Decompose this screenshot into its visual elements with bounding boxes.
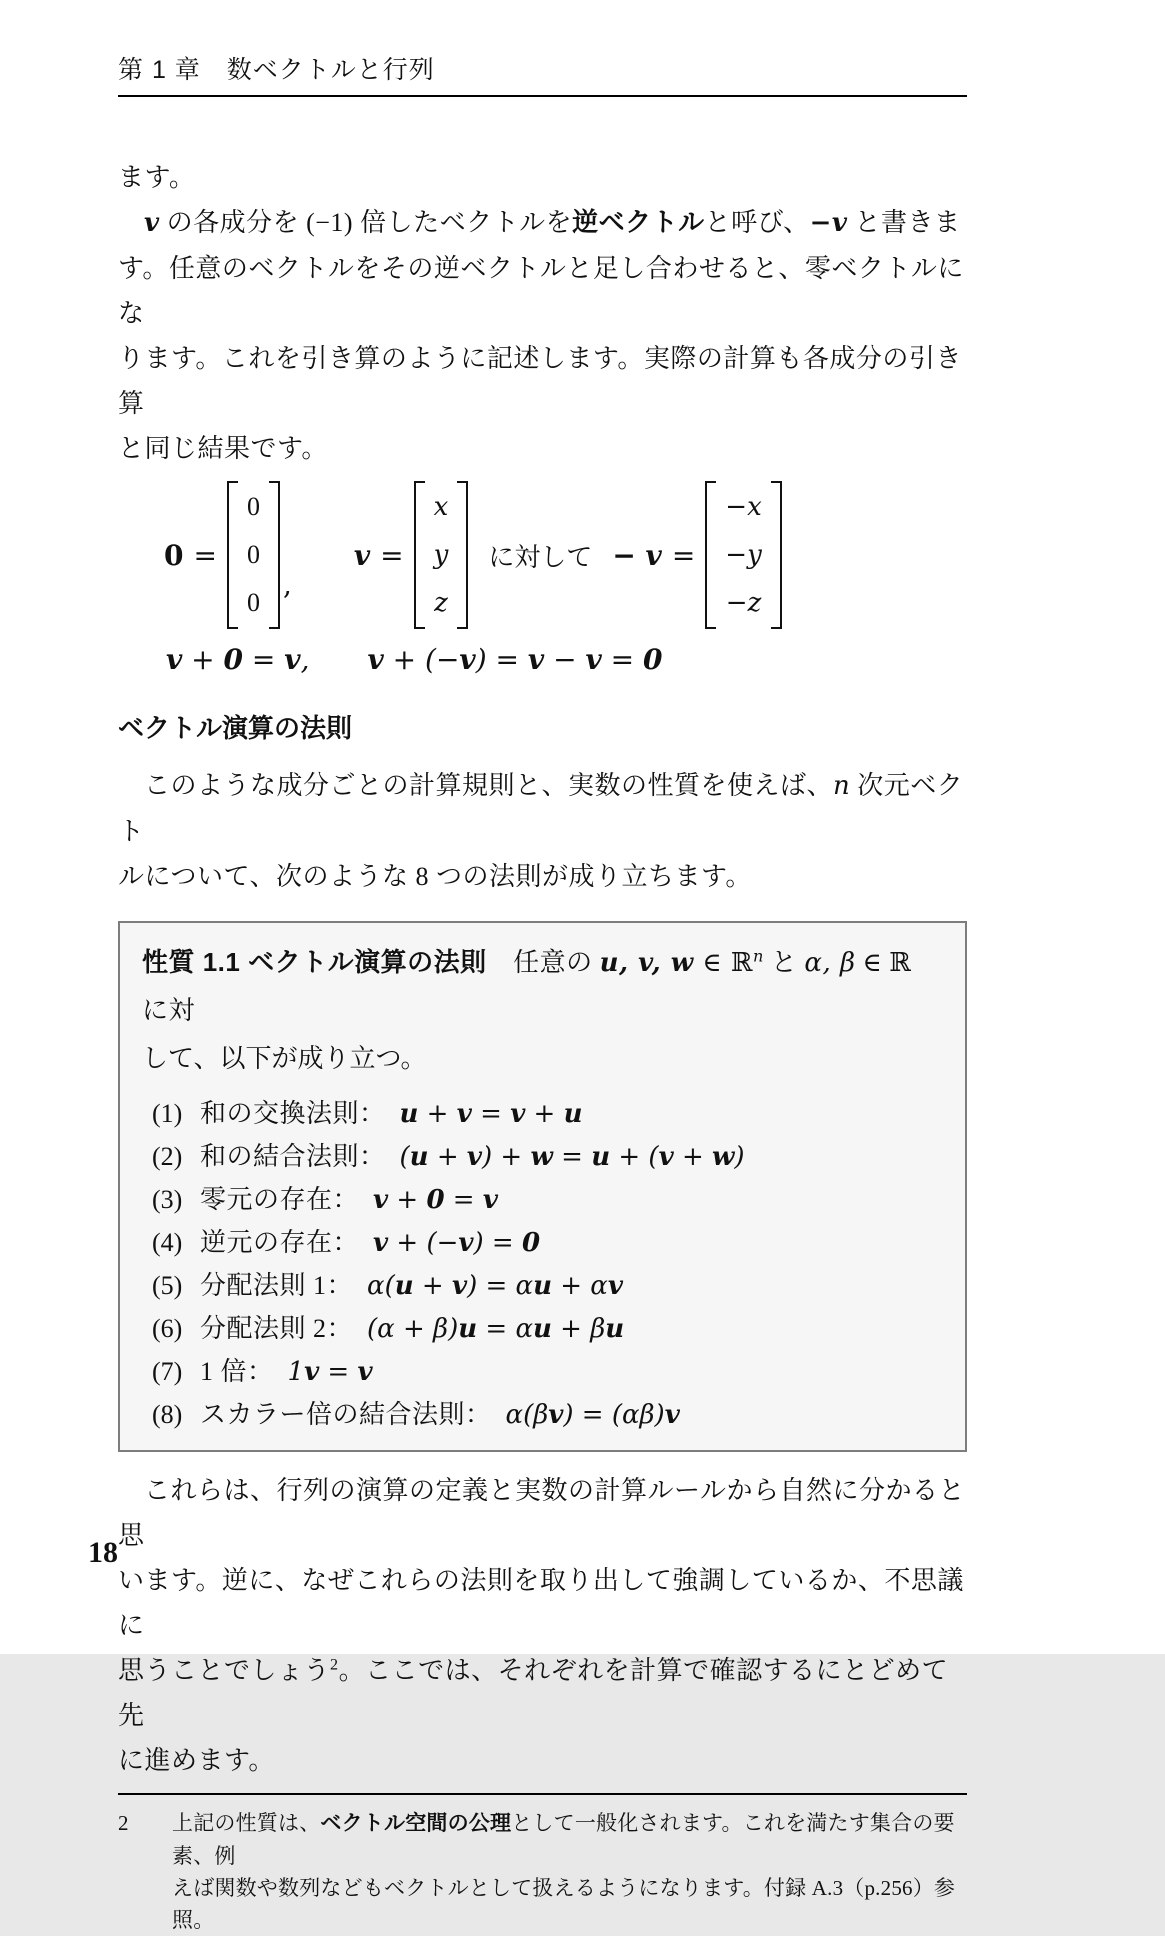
body-line: これらは、行列の演算の定義と実数の計算ルールから自然に分かると思 bbox=[118, 1476, 965, 1550]
law-formula: α(βv) = (αβ)v bbox=[505, 1400, 680, 1430]
law-formula: (α + β)u = αu + βu bbox=[367, 1314, 625, 1344]
footnote-reference: 2 bbox=[330, 1656, 339, 1674]
law-label: 分配法則 2： bbox=[200, 1314, 354, 1343]
law-formula: 1v = v bbox=[287, 1357, 373, 1387]
zero-vector-symbol: 0 bbox=[164, 538, 184, 572]
matrix-cell: z bbox=[434, 588, 448, 618]
neg-vector-symbol: −v bbox=[809, 208, 848, 238]
uvw-symbols: u, v, w bbox=[599, 948, 694, 978]
equation-display bbox=[118, 481, 967, 676]
body-line bbox=[118, 200, 967, 246]
law-number: (8) bbox=[152, 1400, 183, 1429]
equals-sign: = bbox=[671, 538, 696, 572]
law-label: 和の結合法則： bbox=[200, 1142, 386, 1171]
footnote-line: えば関数や数列などもベクトルとして扱えるようになります。付録 A.3（p.256）参照。 bbox=[172, 1876, 956, 1932]
body-line bbox=[118, 763, 967, 854]
body-line: ます。 bbox=[118, 163, 196, 192]
body-text: 次元ベクト bbox=[118, 771, 964, 846]
connector-text: に対して bbox=[488, 542, 593, 572]
text-column bbox=[118, 0, 967, 1936]
body-line: います。逆に、なぜこれらの法則を取り出して強調しているか、不思議に bbox=[118, 1566, 964, 1640]
body-text: と書きま bbox=[847, 208, 961, 237]
footnote-segment: として一般化されます。これを満たす集合の要素、例 bbox=[172, 1811, 955, 1868]
body-line: す。任意のベクトルをその逆ベクトルと足し合わせると、零ベクトルにな bbox=[118, 254, 964, 328]
footnote-marker: 2 bbox=[118, 1811, 129, 1835]
intro-text: と bbox=[763, 948, 805, 977]
left-bracket bbox=[414, 481, 425, 629]
matrix-cell: y bbox=[433, 540, 449, 570]
law-label: 逆元の存在： bbox=[200, 1228, 360, 1257]
intro-text: ∈ ℝ に対 bbox=[142, 948, 912, 1025]
body-text: と呼び、 bbox=[704, 208, 810, 237]
footnote bbox=[118, 1793, 967, 1936]
body-text: このような成分ごとの計算規則と、実数の性質を使えば、 bbox=[144, 771, 834, 800]
law-item bbox=[142, 1269, 943, 1303]
equation-row-vectors bbox=[164, 481, 967, 629]
body-line: ルについて、次のような 8 つの法則が成り立ちます。 bbox=[118, 862, 752, 891]
body-line: と同じ結果です。 bbox=[118, 434, 328, 463]
law-number: (5) bbox=[152, 1271, 183, 1300]
negated-column-vector bbox=[705, 481, 781, 629]
xyz-column-vector bbox=[414, 481, 469, 629]
body-text: 。ここでは、それぞれを計算で確認するにとどめて先 bbox=[118, 1656, 949, 1730]
identity-inverse-add: v + (−v) = v − v = 0 bbox=[367, 643, 663, 676]
paragraph-inverse-vector bbox=[118, 155, 967, 471]
page-number: 18 bbox=[88, 1536, 118, 1569]
term-inverse-vector: 逆ベクトル bbox=[572, 207, 705, 237]
law-label: 零元の存在： bbox=[200, 1185, 360, 1214]
law-number: (7) bbox=[152, 1357, 183, 1386]
matrix-cell: 0 bbox=[246, 588, 260, 617]
term-vector-space-axioms: ベクトル空間の公理 bbox=[320, 1812, 512, 1835]
left-bracket bbox=[227, 481, 238, 629]
left-bracket bbox=[705, 481, 716, 629]
superscript-n: n bbox=[752, 946, 764, 966]
vector-v-symbol: v bbox=[353, 538, 371, 572]
equals-sign: = bbox=[380, 538, 404, 572]
intro-text: 任意の bbox=[486, 948, 600, 977]
law-item bbox=[142, 1097, 943, 1131]
n-symbol: n bbox=[833, 771, 851, 801]
law-item bbox=[142, 1183, 943, 1217]
right-bracket bbox=[457, 481, 468, 629]
law-item bbox=[142, 1226, 943, 1260]
paragraph-laws-intro bbox=[118, 763, 967, 899]
property-box bbox=[118, 921, 967, 1452]
equals-sign: = bbox=[193, 538, 217, 572]
body-text: の各成分を (−1) 倍したベクトルを bbox=[159, 208, 573, 237]
matrix-cells bbox=[238, 481, 269, 629]
matrix-cells bbox=[716, 481, 770, 629]
matrix-cell: −y bbox=[725, 540, 762, 570]
law-item bbox=[142, 1355, 943, 1389]
section-heading: ベクトル演算の法則 bbox=[118, 713, 353, 743]
law-label: 和の交換法則： bbox=[200, 1099, 386, 1128]
footnote-segment: 上記の性質は、 bbox=[172, 1811, 321, 1835]
matrix-cell: x bbox=[433, 492, 449, 522]
matrix-cell: 0 bbox=[246, 492, 260, 521]
law-label: 1 倍： bbox=[200, 1357, 274, 1386]
body-line bbox=[118, 1648, 967, 1738]
body-line: ります。これを引き算のように記述します。実際の計算も各成分の引き算 bbox=[118, 344, 962, 418]
matrix-cell: 0 bbox=[246, 540, 260, 569]
law-number: (6) bbox=[152, 1314, 183, 1343]
paragraph-closing bbox=[118, 1468, 967, 1783]
running-header bbox=[118, 50, 967, 97]
footnote-text bbox=[172, 1807, 967, 1936]
body-text: 思うことでしょう bbox=[118, 1656, 331, 1685]
chapter-title: 第 1 章 数ベクトルと行列 bbox=[118, 56, 435, 84]
neg-vector-symbol: − v bbox=[612, 538, 662, 572]
law-label: 分配法則 1： bbox=[200, 1271, 354, 1300]
matrix-cells bbox=[425, 481, 458, 629]
law-formula: α(u + v) = αu + αv bbox=[367, 1271, 623, 1301]
in-real-n: ∈ ℝ bbox=[693, 948, 753, 978]
right-bracket bbox=[269, 481, 280, 629]
zero-column-vector bbox=[227, 481, 280, 629]
property-box-title-line bbox=[142, 938, 943, 1035]
law-number: (4) bbox=[152, 1228, 183, 1257]
law-number: (3) bbox=[152, 1185, 183, 1214]
law-list bbox=[142, 1097, 943, 1432]
law-label: スカラー倍の結合法則： bbox=[200, 1400, 492, 1429]
law-formula: (u + v) + w = u + (v + w) bbox=[399, 1142, 745, 1172]
law-item bbox=[142, 1140, 943, 1174]
footnote-row bbox=[118, 1807, 967, 1936]
alpha-beta-symbols: α, β bbox=[804, 948, 856, 978]
property-title: 性質 1.1 ベクトル演算の法則 bbox=[142, 947, 487, 977]
vector-v-symbol: v bbox=[144, 208, 160, 238]
law-item bbox=[142, 1398, 943, 1432]
law-formula: v + 0 = v bbox=[373, 1185, 498, 1215]
law-number: (1) bbox=[152, 1099, 183, 1128]
footnote-line bbox=[172, 1807, 967, 1872]
law-formula: v + (−v) = 0 bbox=[373, 1228, 541, 1258]
identity-zero-add: v + 0 = v, bbox=[166, 643, 310, 676]
law-formula: u + v = v + u bbox=[399, 1099, 583, 1129]
right-bracket bbox=[771, 481, 782, 629]
matrix-cell: −x bbox=[725, 492, 762, 522]
body-line: に進めます。 bbox=[118, 1746, 275, 1775]
law-item bbox=[142, 1312, 943, 1346]
law-number: (2) bbox=[152, 1142, 183, 1171]
comma: , bbox=[282, 568, 292, 601]
matrix-cell: −z bbox=[725, 588, 762, 618]
property-box-title-line: して、以下が成り立つ。 bbox=[142, 1044, 427, 1073]
equation-row-identities bbox=[164, 643, 967, 676]
